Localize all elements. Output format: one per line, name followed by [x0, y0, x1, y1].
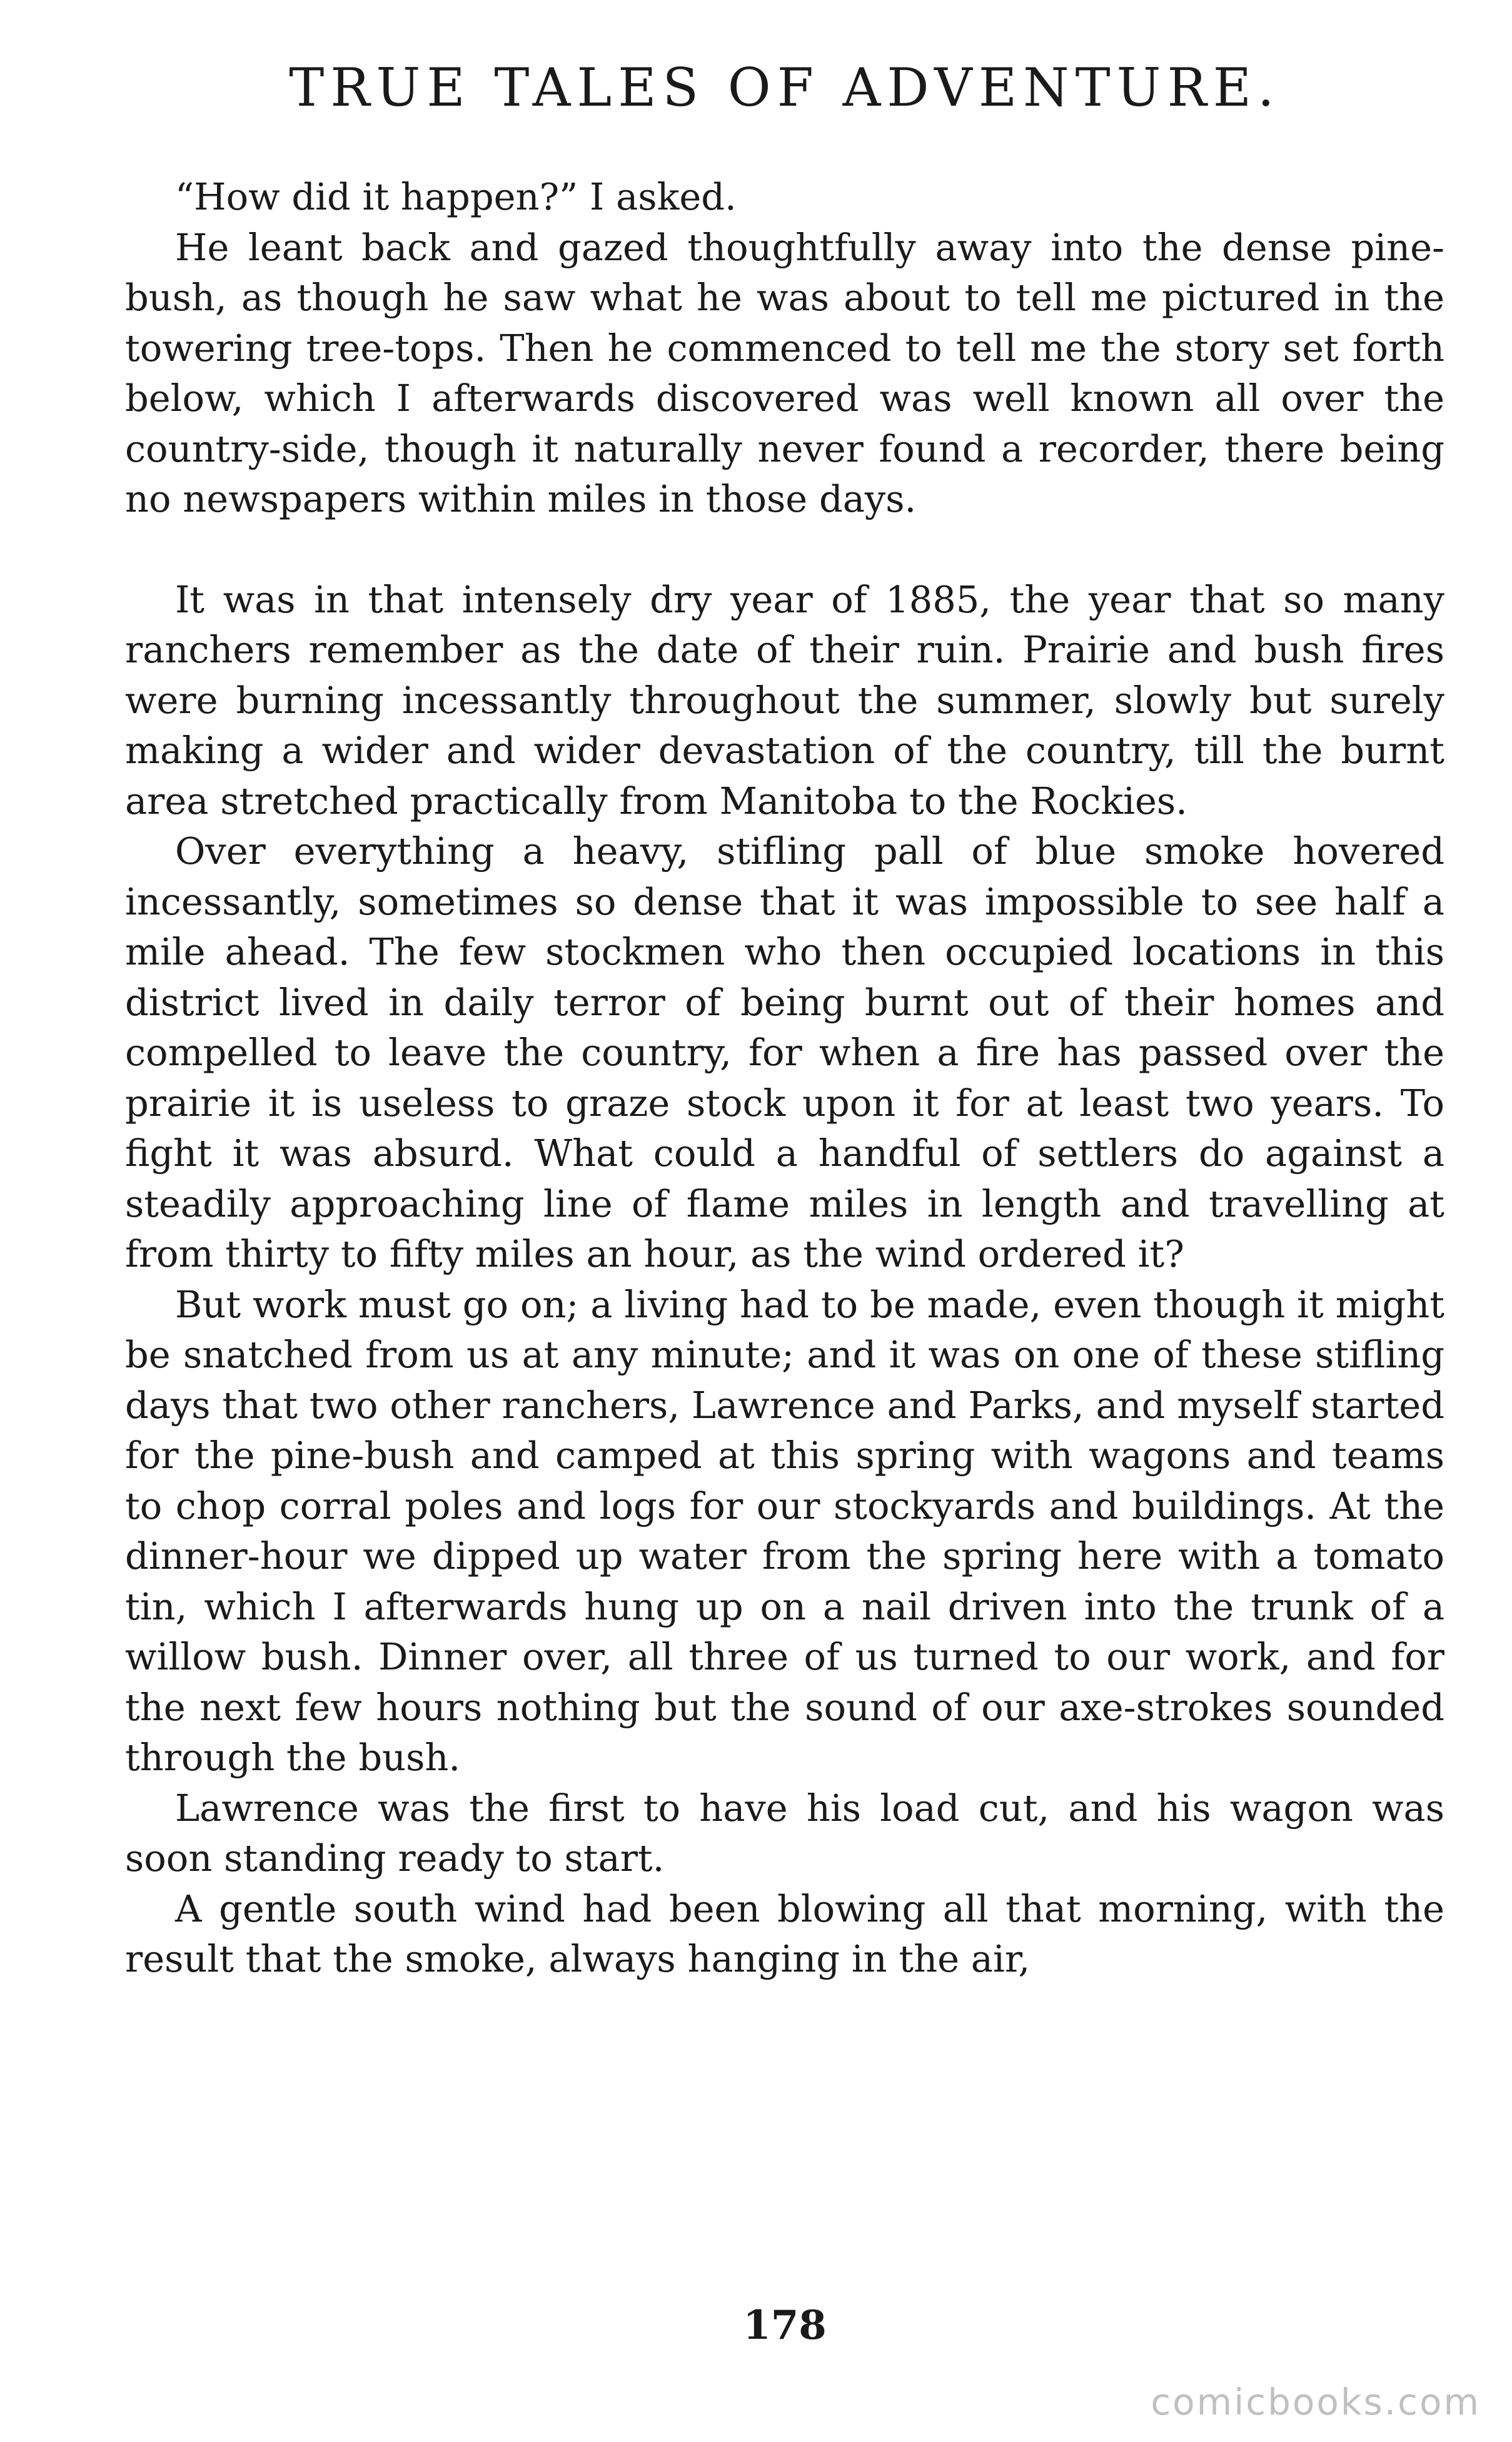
page-number: 178: [743, 2302, 827, 2349]
paragraph: Lawrence was the first to have his load cut, and his wagon was soon standing ready to start.: [125, 1786, 1444, 1880]
paragraph-dialogue: “How did it happen?” I asked.: [175, 175, 737, 218]
body-text: [125, 172, 1444, 1985]
paragraph: But work must go on; a living had to be made, even though it might be snatched from us at any minute; and it was on one of these stifling days that two other ranchers, Lawrence and Parks, and myself started for the pine-bush and camped at this spring with wagons and teams to chop corral poles and logs for our stockyards and buildings. At the dinner-hour we dipped up water from the spring here with a tomato tin, which I afterwards hung up on a nail driven into the trunk of a willow bush. Dinner over, all three of us turned to our work, and for the next few hours nothing but the sound of our axe-strokes sounded through the bush.: [125, 1282, 1444, 1779]
paragraph: A gentle south wind had been blowing all that morning, with the result that the smoke, always hanging in the air,: [125, 1887, 1444, 1980]
source-watermark: comicbooks.com: [1151, 2381, 1481, 2423]
paragraph: He leant back and gazed thoughtfully away into the dense pine-bush, as though he saw what he was about to tell me pictured in the towering tree-tops. Then he commenced to tell me the story set forth below, which I afterwards discovered was well known all over the country-side, though it naturally never found a recorder, there being no newspapers within miles in those days.: [125, 225, 1444, 520]
paragraph: It was in that intensely dry year of 1885, the year that so many ranchers remember as the date of their ruin. Prairie and bush fires were burning incessantly throughout the summer, slowly but surely making a wider and wider devastation of the country, till the burnt area stretched practically from Manitoba to the Rockies.: [125, 577, 1444, 823]
book-page: [125, 50, 1444, 2377]
paragraph: Over everything a heavy, stifling pall of blue smoke hovered incessantly, sometimes so dense that it was impossible to see half a mile ahead. The few stockmen who then occupied locations in this district lived in daily terror of being burnt out of their homes and compelled to leave the country, for when a fire has passed over the prairie it is useless to graze stock upon it for at least two years. To fight it was absurd. What could a handful of settlers do against a steadily approaching line of flame miles in length and travelling at from thirty to fifty miles an hour, as the wind ordered it?: [125, 829, 1444, 1275]
running-head: TRUE TALES OF ADVENTURE.: [289, 57, 1281, 118]
